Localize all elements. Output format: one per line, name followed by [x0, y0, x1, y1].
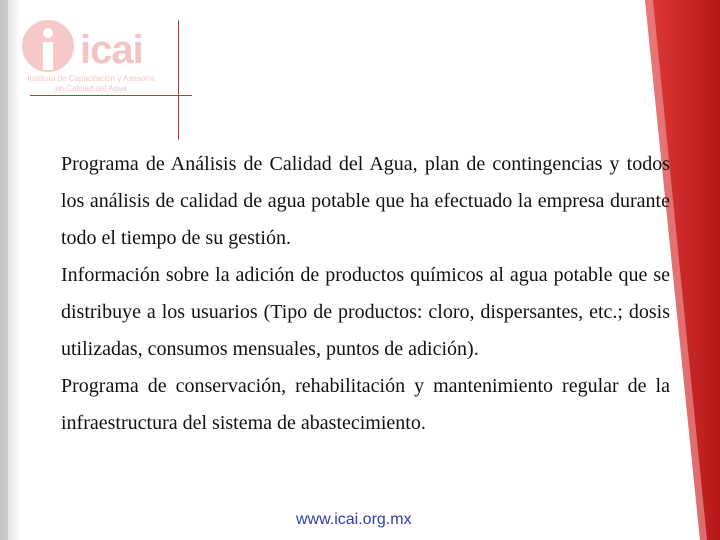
logo-tagline: Instituto de Capacitación y Asesoría en Calidad del Agua [27, 74, 155, 93]
paragraph-water-quality-program: Programa de Análisis de Calidad del Agua, plan de contingencias y todos los análisis de calidad de agua potable que ha efectuado la empresa durante todo el tiempo de su gestión. [61, 153, 670, 249]
logo-divider-vertical [178, 20, 179, 140]
logo-wordmark: icai [80, 28, 143, 72]
footer-website-link[interactable]: www.icai.org.mx [296, 511, 412, 528]
paragraph-maintenance-program: Programa de conservación, rehabilitación y mantenimiento regular de la infraestructura del sistema de abastecimiento. [61, 375, 670, 434]
slide-body [61, 146, 670, 442]
paragraph-chemical-addition: Información sobre la adición de productos químicos al agua potable que se distribuye a los usuarios (Tipo de productos: cloro, dispersantes, etc.; dosis utilizadas, consumos mensuales, puntos de adición). [61, 264, 670, 360]
info-i-icon [40, 28, 56, 72]
logo-divider-horizontal [30, 95, 192, 96]
icai-logo [22, 20, 162, 100]
